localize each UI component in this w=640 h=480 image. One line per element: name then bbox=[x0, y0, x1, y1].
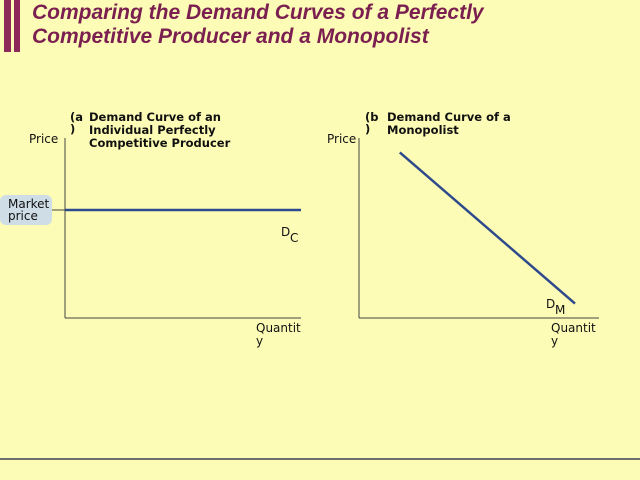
curve-label-main: D bbox=[281, 225, 291, 239]
x-axis-label: Quantit bbox=[551, 321, 596, 335]
x-axis-label: y bbox=[551, 334, 559, 348]
panel-marker: ) bbox=[365, 122, 371, 136]
panel-marker: (a bbox=[70, 110, 84, 124]
y-axis-label: Price bbox=[327, 132, 357, 146]
panel-title: Demand Curve of an bbox=[89, 110, 221, 124]
x-axis-label: y bbox=[256, 334, 264, 348]
panel-title: Monopolist bbox=[387, 123, 459, 137]
footer-rule bbox=[0, 458, 640, 460]
demand-curve-dm bbox=[400, 152, 575, 303]
slide-title-line-1: Comparing the Demand Curves of a Perfectly bbox=[32, 1, 484, 24]
curve-label-sub: C bbox=[290, 231, 299, 245]
curve-label-sub: M bbox=[555, 303, 566, 317]
y-axis-label: Price bbox=[29, 132, 59, 146]
panel-title: Demand Curve of a bbox=[387, 110, 511, 124]
panel-title: Individual Perfectly bbox=[89, 123, 216, 137]
panel-title: Competitive Producer bbox=[89, 136, 231, 150]
panel-marker: (b bbox=[365, 110, 379, 124]
x-axis-label: Quantit bbox=[256, 321, 301, 335]
market-price-label: Market bbox=[8, 197, 50, 211]
curve-label-main: D bbox=[546, 297, 556, 311]
slide-title-line-2: Competitive Producer and a Monopolist bbox=[32, 25, 429, 48]
market-price-label: price bbox=[8, 209, 38, 223]
panel-marker: ) bbox=[70, 122, 76, 136]
